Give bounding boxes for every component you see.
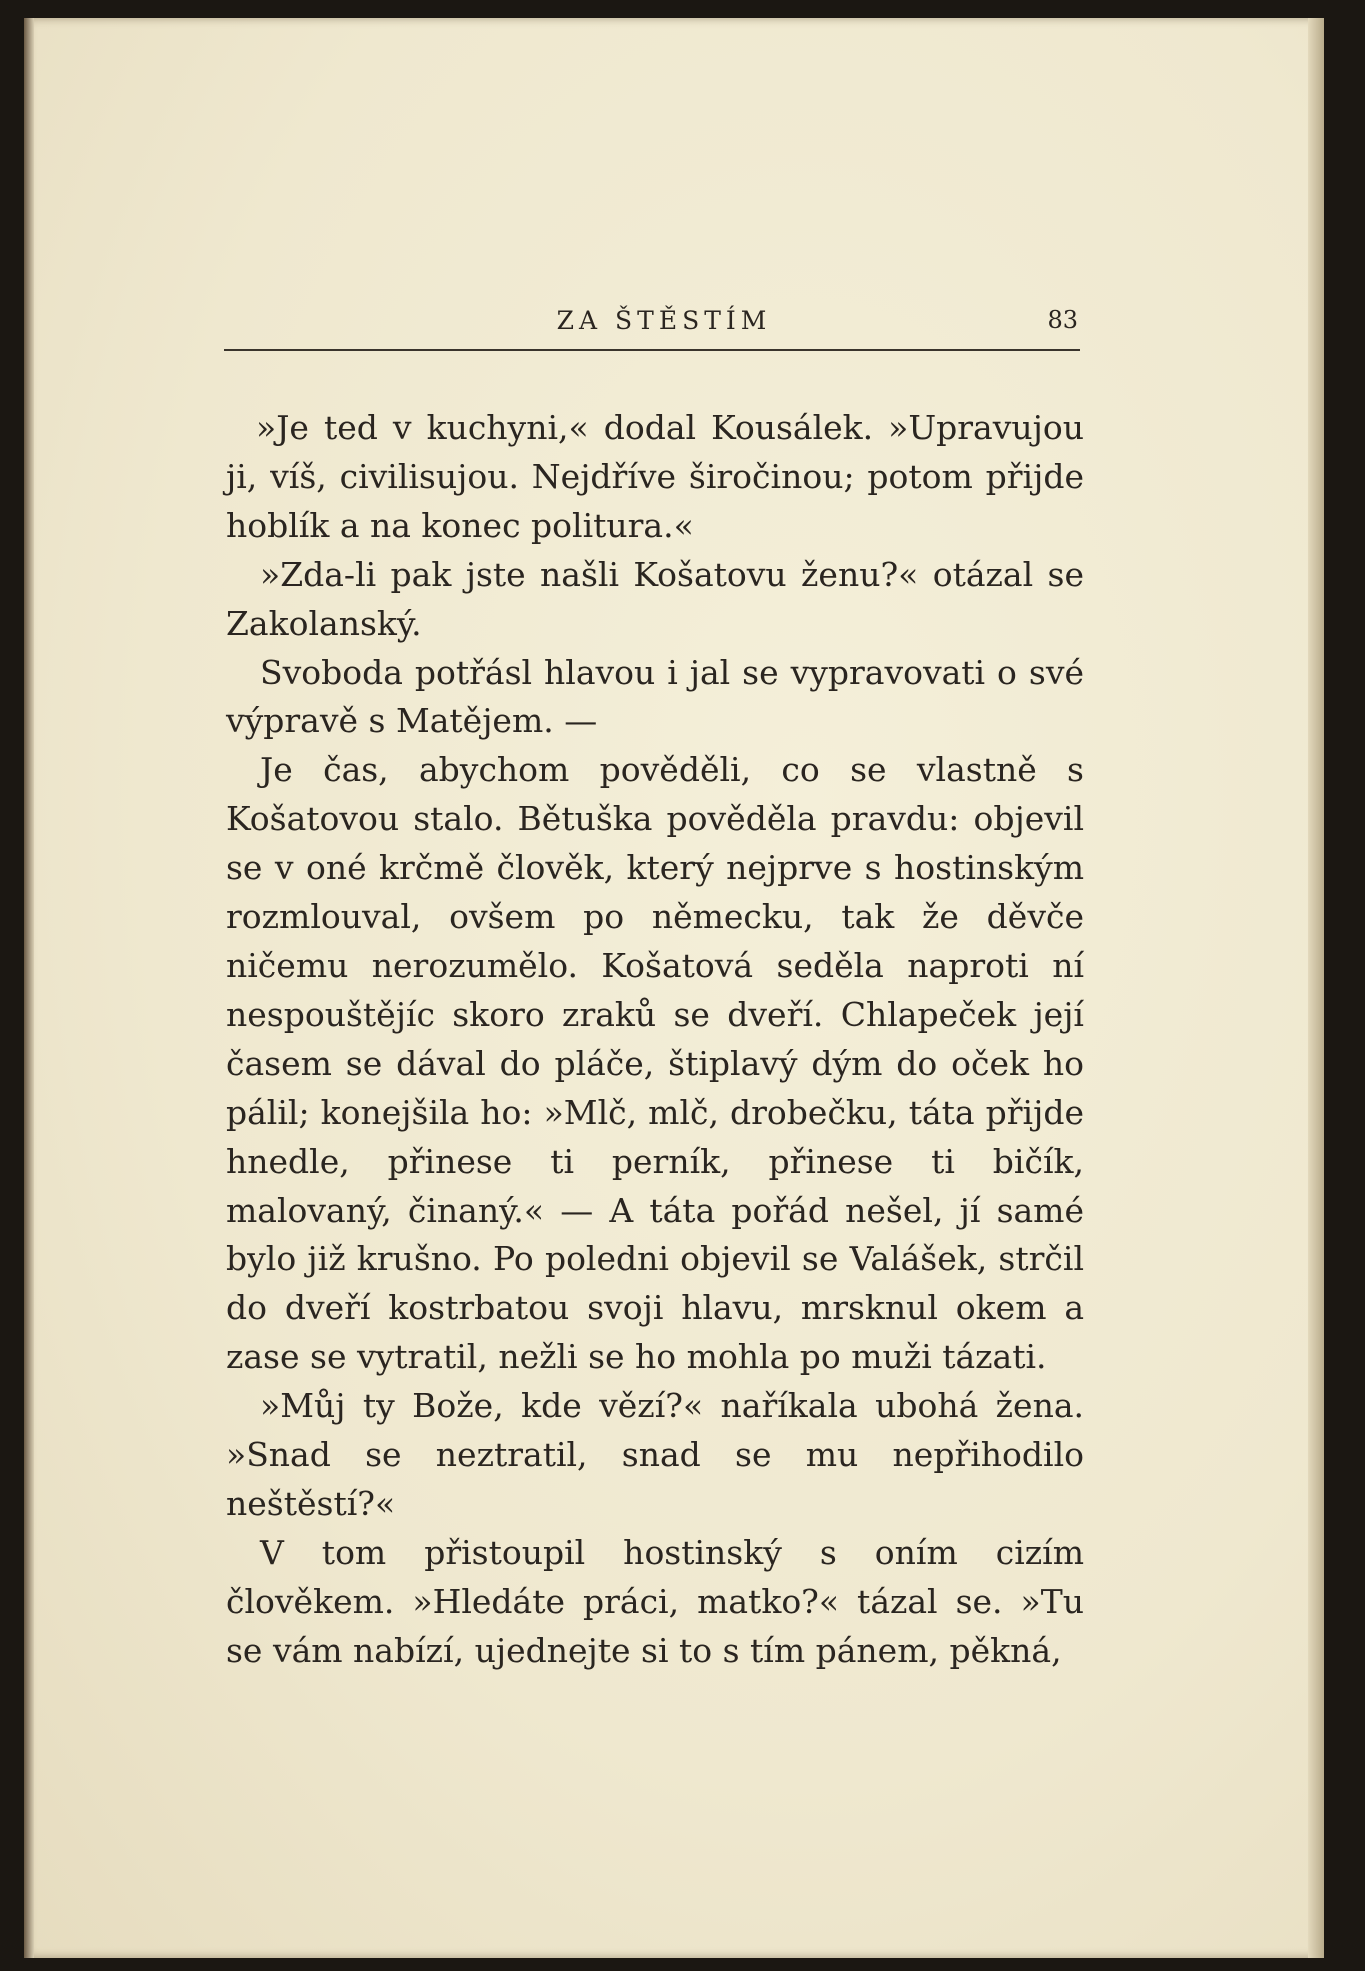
paragraph: »Je ted v kuchyni,« dodal Kousálek. »Upravujou ji, víš, civilisujou. Nejdříve širočinou; potom přijde hoblík a na konec politura.« (226, 408, 1084, 545)
book-page (24, 18, 1324, 1958)
page-spine-shadow (24, 18, 34, 1958)
paragraph: V tom přistoupil hostinský s oním cizím člověkem. »Hledáte práci, matko?« tázal se. »Tu se vám nabízí, ujednejte si to s tím pánem, pěkná, (226, 1532, 1084, 1670)
paragraph: »Můj ty Bože, kde vězí?« naříkala ubohá žena. »Snad se neztratil, snad se mu nepřihodilo neštěstí?« (226, 1386, 1084, 1523)
running-head (230, 288, 1078, 335)
page-edge (1308, 18, 1324, 1958)
paragraph: Svoboda potřásl hlavou i jal se vypravovati o své výpravě s Matějem. — (226, 652, 1084, 741)
page-number: 83 (1047, 306, 1078, 334)
running-title: ZA ŠTĚSTÍM (556, 306, 772, 335)
body-text (226, 404, 1084, 1676)
paragraph: Je čas, abychom pověděli, co se vlastně s Košatovou stalo. Bětuška pověděla pravdu: objevil se v oné krčmě člověk, který nejprve s hostinským rozmlouval, ovšem po německu, tak že děvče ničemu nerozumělo. Košatová seděla naproti ní nespouštějíc skoro zraků se dveří. Chlapeček její časem se dával do pláče, štiplavý dým do oček ho pálil; konejšila ho: »Mlč, mlč, drobečku, táta přijde hnedle, přinese ti perník, přinese ti bičík, malovaný, činaný.« — A táta pořád nešel, jí samé bylo již krušno. Po poledni objevil se Valášek, strčil do dveří kostrbatou svoji hlavu, mrsknul okem a zase se vytratil, nežli se ho mohla po muži tázati. (226, 750, 1084, 1377)
paragraph: »Zda-li pak jste našli Košatovu ženu?« otázal se Zakolanský. (226, 554, 1084, 643)
header-rule (224, 349, 1080, 351)
